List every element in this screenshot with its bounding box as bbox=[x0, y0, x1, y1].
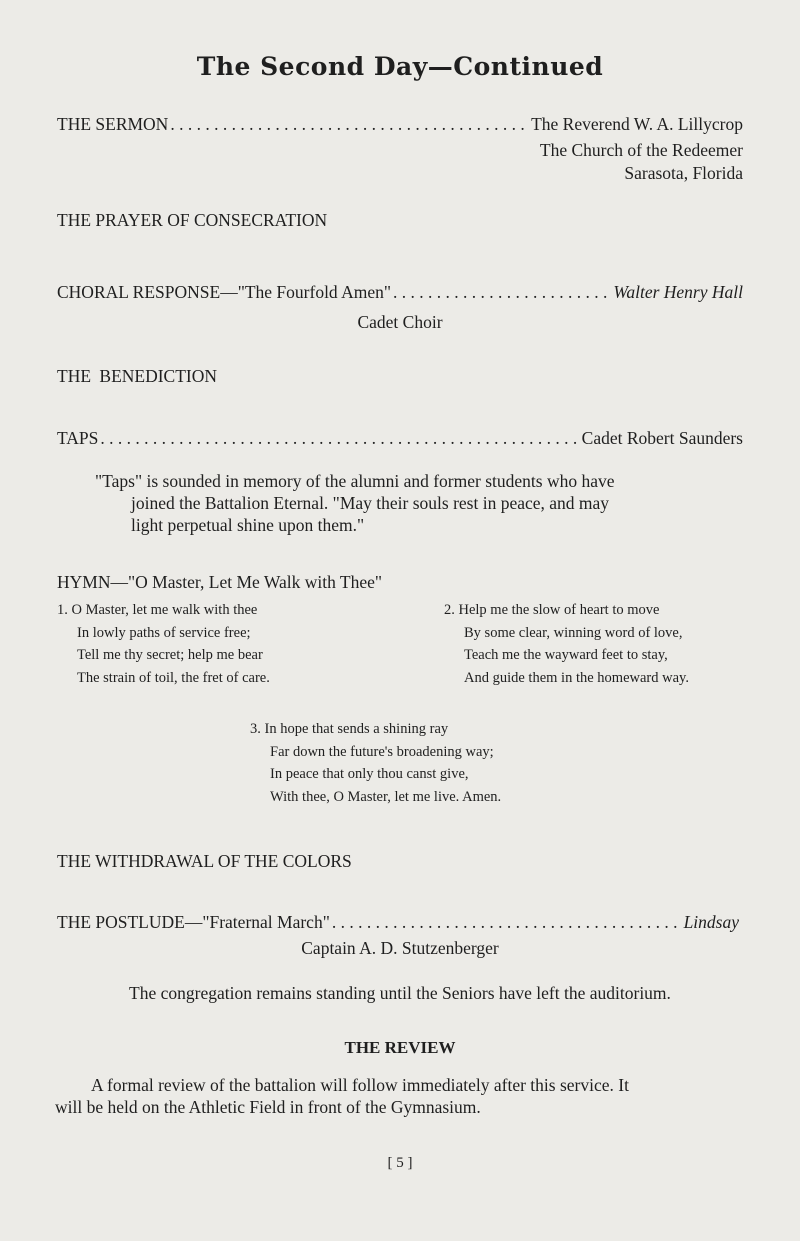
dot-leader bbox=[170, 114, 529, 135]
verse-line: With thee, O Master, let me live. Amen. bbox=[270, 788, 502, 805]
hymn-verse-3 bbox=[250, 718, 501, 808]
page-title: The Second Day—Continued bbox=[196, 52, 604, 81]
verse-line: 2. Help me the slow of heart to move bbox=[444, 602, 660, 618]
prayer-heading: THE PRAYER OF CONSECRATION bbox=[57, 210, 328, 230]
review-heading: THE REVIEW bbox=[344, 1038, 456, 1057]
verse-line: Tell me thy secret; help me bear bbox=[77, 647, 263, 663]
page-number: [ 5 ] bbox=[387, 1155, 413, 1171]
review-line: A formal review of the battalion will follow immediately after this service. It bbox=[91, 1075, 629, 1095]
taps-note-line: "Taps" is sounded in memory of the alumni and former students who have bbox=[95, 471, 615, 491]
taps-note-line: light perpetual shine upon them." bbox=[131, 515, 365, 535]
postlude-label: THE POSTLUDE—"Fraternal March" bbox=[57, 912, 330, 932]
taps-note bbox=[95, 470, 755, 536]
choral-composer: Walter Henry Hall bbox=[613, 282, 743, 302]
taps-label: TAPS bbox=[57, 428, 99, 448]
taps-note-line: joined the Battalion Eternal. "May their souls rest in peace, and may bbox=[131, 493, 610, 513]
withdrawal-heading: THE WITHDRAWAL OF THE COLORS bbox=[57, 851, 352, 871]
verse-line: 1. O Master, let me walk with thee bbox=[57, 602, 258, 618]
verse-line: 3. In hope that sends a shining ray bbox=[250, 721, 449, 737]
sermon-label: THE SERMON bbox=[57, 114, 169, 134]
sermon-church: The Church of the Redeemer bbox=[539, 140, 743, 160]
postlude-composer: Lindsay bbox=[683, 912, 739, 932]
taps-row bbox=[57, 428, 743, 449]
verse-line: And guide them in the homeward way. bbox=[464, 669, 689, 686]
postlude-performer: Captain A. D. Stutzenberger bbox=[301, 938, 499, 958]
verse-line: In lowly paths of service free; bbox=[77, 624, 251, 641]
sermon-name: The Reverend W. A. Lillycrop bbox=[531, 114, 743, 134]
congregation-note: The congregation remains standing until the Seniors have left the auditorium. bbox=[129, 983, 671, 1003]
taps-performer: Cadet Robert Saunders bbox=[581, 428, 743, 448]
hymn-verse-2 bbox=[444, 599, 689, 689]
sermon-location: Sarasota, Florida bbox=[624, 163, 743, 183]
sermon-row bbox=[57, 114, 743, 135]
benediction-heading: THE BENEDICTION bbox=[57, 366, 218, 386]
verse-line: Teach me the wayward feet to stay, bbox=[464, 647, 668, 663]
hymn-verse-1 bbox=[57, 599, 270, 689]
hymn-heading: HYMN—"O Master, Let Me Walk with Thee" bbox=[57, 572, 383, 592]
dot-leader bbox=[100, 428, 579, 449]
choral-row bbox=[57, 282, 743, 303]
verse-line: By some clear, winning word of love, bbox=[464, 624, 683, 641]
choral-label: CHORAL RESPONSE—"The Fourfold Amen" bbox=[57, 282, 391, 302]
choral-performer: Cadet Choir bbox=[357, 312, 443, 332]
verse-line: Far down the future's broadening way; bbox=[270, 743, 494, 760]
review-text bbox=[55, 1074, 755, 1118]
verse-line: In peace that only thou canst give, bbox=[270, 766, 469, 782]
postlude-row bbox=[57, 912, 743, 933]
review-line: will be held on the Athletic Field in front of the Gymnasium. bbox=[55, 1097, 481, 1117]
dot-leader bbox=[393, 282, 611, 303]
dot-leader bbox=[332, 912, 682, 933]
verse-line: The strain of toil, the fret of care. bbox=[77, 669, 270, 686]
